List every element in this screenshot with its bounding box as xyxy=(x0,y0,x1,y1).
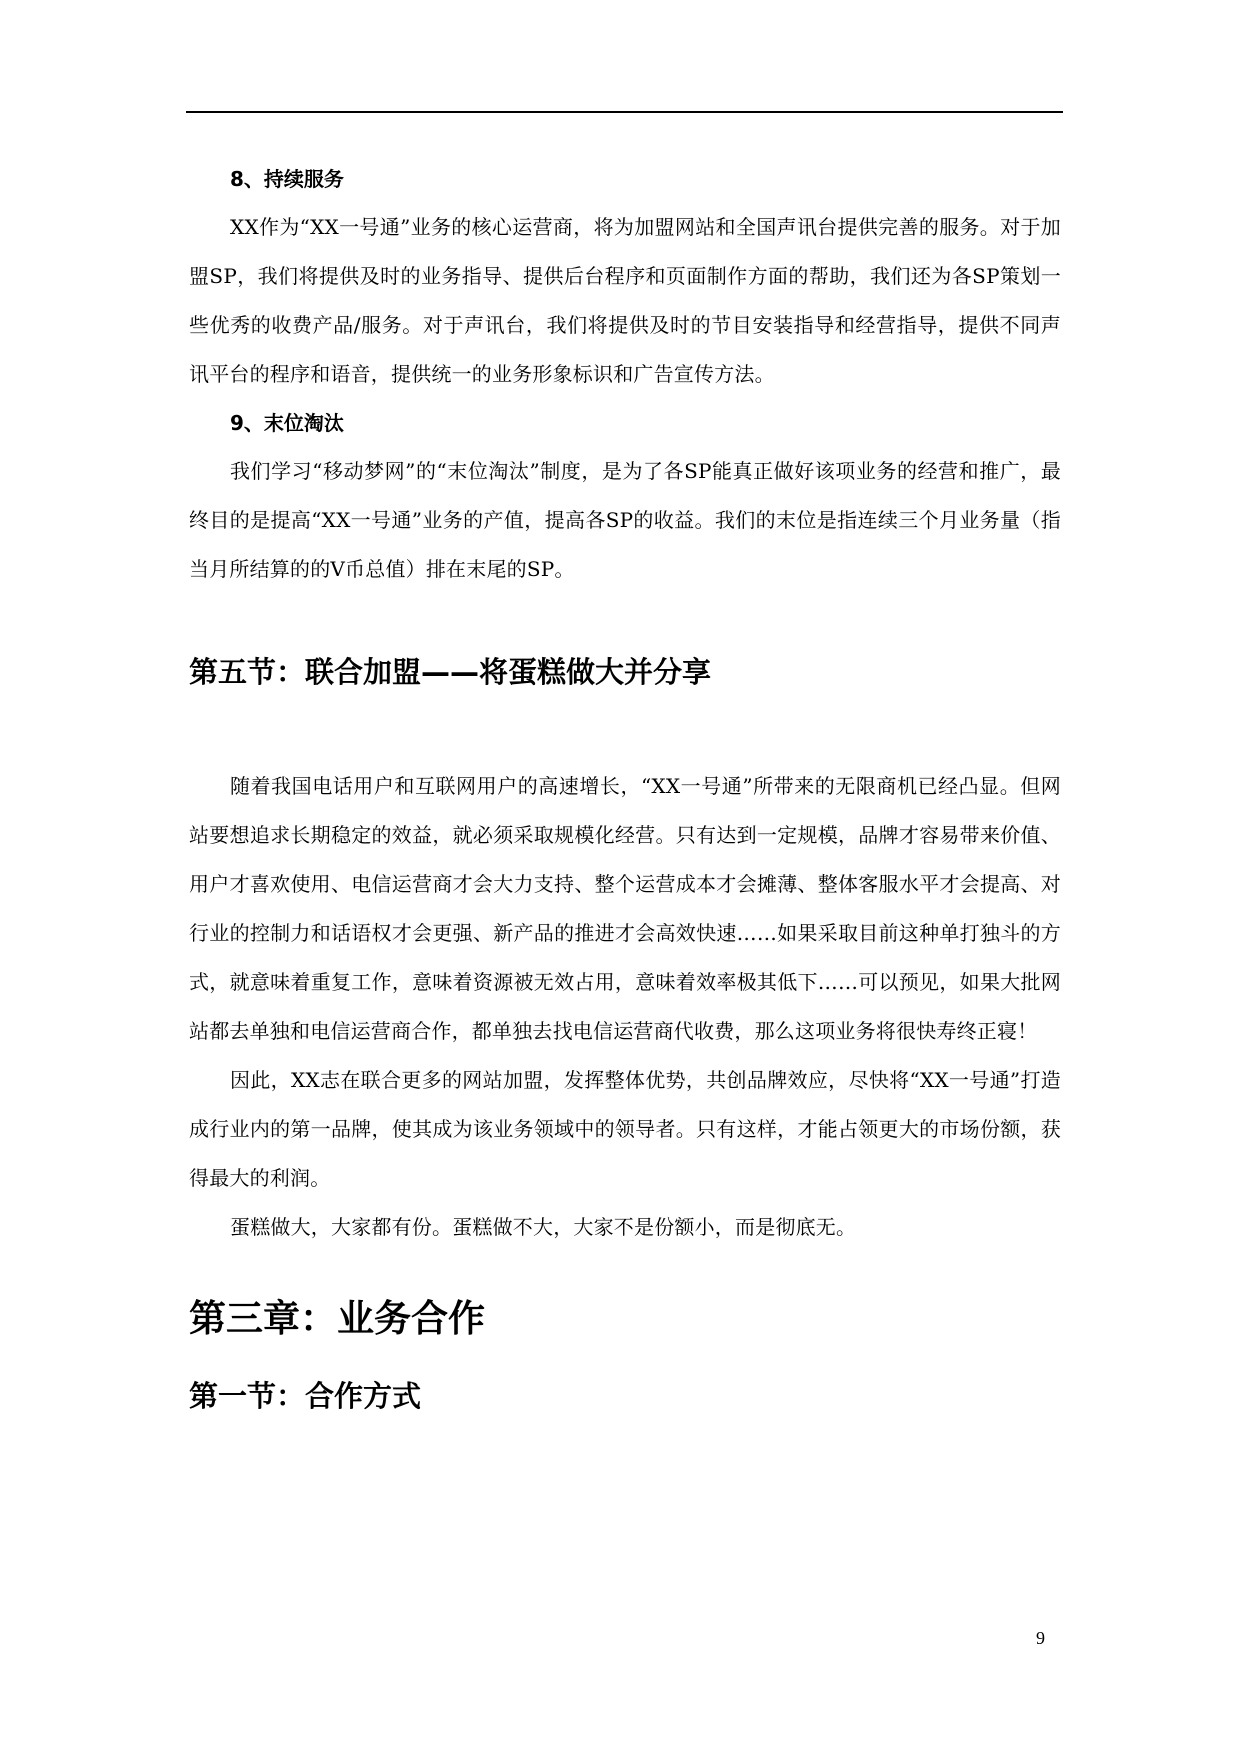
paragraph-continuous-service: XX作为“XX一号通”业务的核心运营商，将为加盟网站和全国声讯台提供完善的服务。对于加盟SP，我们将提供及时的业务指导、提供后台程序和页面制作方面的帮助，我们还为各SP策划一些优秀的收费产品/服务。对于声讯台，我们将提供及时的节目安装指导和经营指导，提供不同声讯平台的程序和语音，提供统一的业务形象标识和广告宣传方法。 xyxy=(189,215,1061,386)
subheading-elimination: 9、末位淘汰 xyxy=(230,411,344,435)
paragraph-alliance-1: 随着我国电话用户和互联网用户的高速增长，“XX一号通”所带来的无限商机已经凸显。但网站要想追求长期稳定的效益，就必须采取规模化经营。只有达到一定规模，品牌才容易带来价值、用户才喜欢使用、电信运营商才会大力支持、整个运营成本才会摊薄、整体客服水平才会提高、对行业的控制力和话语权才会更强、新产品的推进才会高效快速……如果采取目前这种单打独斗的方式，就意味着重复工作，意味着资源被无效占用，意味着效率极其低下……可以预见，如果大批网站都去单独和电信运营商合作，都单独去找电信运营商代收费，那么这项业务将很快寿终正寝！ xyxy=(189,774,1061,1043)
paragraph-elimination: 我们学习“移动梦网”的“末位淘汰”制度，是为了各SP能真正做好该项业务的经营和推广，最终目的是提高“XX一号通”业务的产值，提高各SP的收益。我们的末位是指连续三个月业务量（指当月所结算的的V币总值）排在末尾的SP。 xyxy=(189,459,1061,581)
page-number: 9 xyxy=(1036,1628,1045,1648)
paragraph-alliance-3: 蛋糕做大，大家都有份。蛋糕做不大，大家不是份额小，而是彻底无。 xyxy=(230,1215,857,1239)
paragraph-alliance-2: 因此，XX志在联合更多的网站加盟，发挥整体优势，共创品牌效应，尽快将“XX一号通”打造成行业内的第一品牌，使其成为该业务领域中的领导者。只有这样，才能占领更大的市场份额，获得最大的利润。 xyxy=(189,1068,1061,1190)
page-content xyxy=(189,155,1061,1416)
section-heading-cooperation-mode: 第一节：合作方式 xyxy=(189,1379,422,1413)
section-heading-joint-alliance: 第五节：联合加盟——将蛋糕做大并分享 xyxy=(189,655,712,689)
chapter-heading-business-cooperation: 第三章：业务合作 xyxy=(189,1297,485,1340)
subheading-continuous-service: 8、持续服务 xyxy=(230,167,344,191)
header-rule xyxy=(186,111,1063,113)
